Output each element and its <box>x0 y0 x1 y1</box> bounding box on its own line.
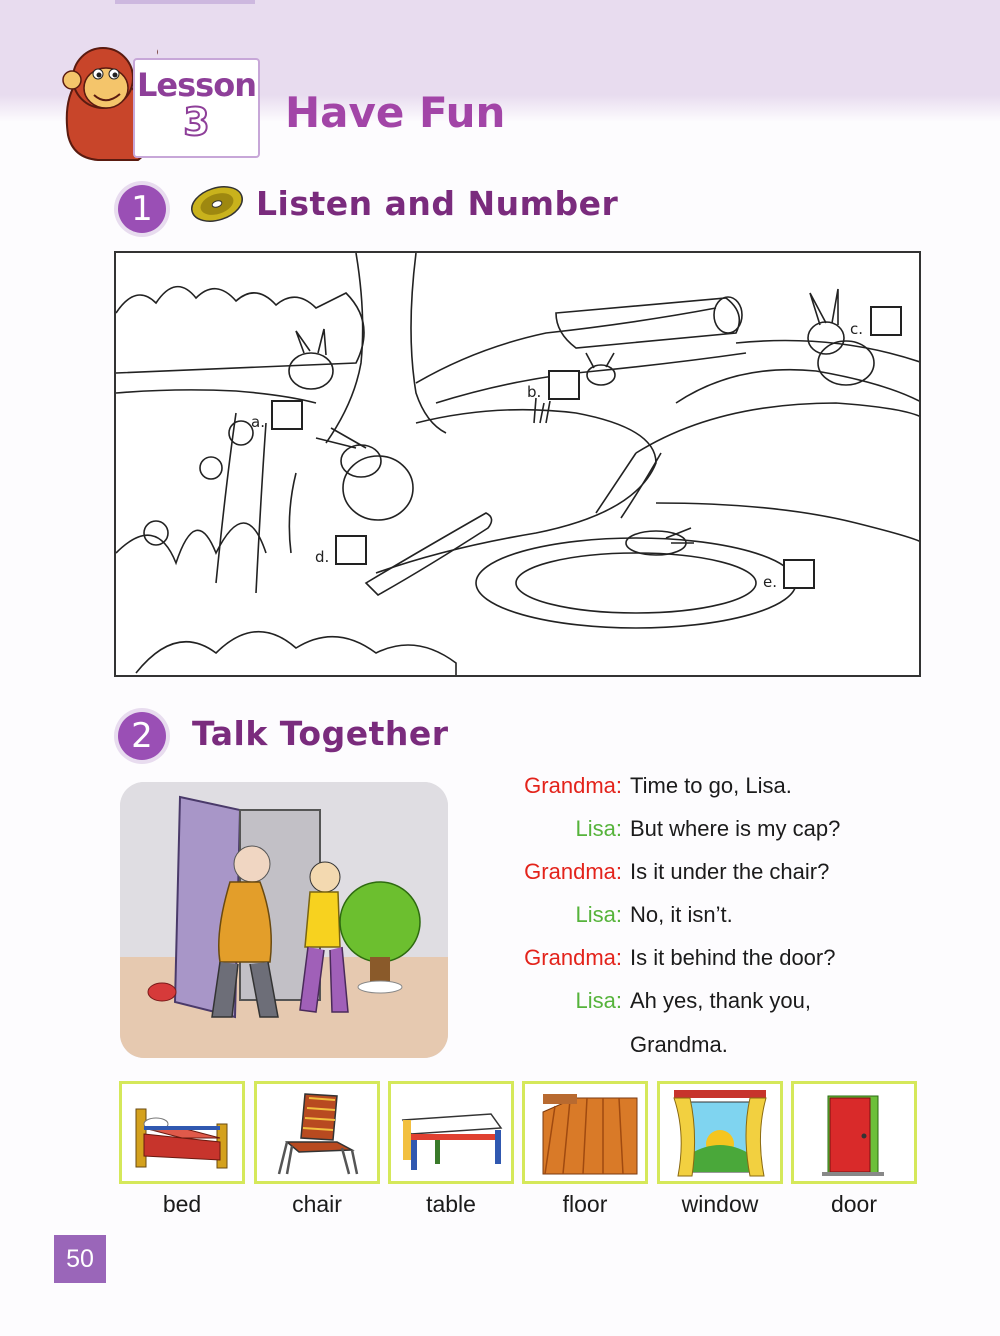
vocab-label-bed: bed <box>162 1191 202 1217</box>
vocab-card-chair <box>254 1081 380 1184</box>
lesson-label: Lesson <box>137 66 256 104</box>
window-icon <box>660 1084 780 1181</box>
answer-label-c: c. <box>850 320 864 338</box>
answer-box-b[interactable] <box>548 370 580 400</box>
grandma-lisa-illustration <box>120 782 448 1058</box>
speaker-label: Lisa: <box>575 988 622 1013</box>
vocab-card-bed <box>119 1081 245 1184</box>
lesson-badge <box>133 58 260 158</box>
answer-box-a[interactable] <box>271 400 303 430</box>
answer-label-a: a. <box>251 413 265 431</box>
lesson-number: 3 <box>183 100 210 144</box>
speaker-label: Grandma: <box>524 859 622 884</box>
grandma-lisa-icon <box>120 782 448 1058</box>
vocab-label-chair: chair <box>292 1191 342 1217</box>
dialog-text: Is it behind the door? <box>630 945 836 970</box>
page-title: Have Fun <box>285 88 506 137</box>
forest-scene-illustration <box>114 251 921 677</box>
dialog-text: No, it isn’t. <box>630 902 733 927</box>
answer-label-d: d. <box>315 548 330 566</box>
vocab-label-floor: floor <box>562 1191 608 1217</box>
dialog-text: Is it under the chair? <box>630 859 830 884</box>
answer-label-b: b. <box>527 383 542 401</box>
vocab-card-table <box>388 1081 514 1184</box>
dialog-text: Time to go, Lisa. <box>630 773 792 798</box>
forest-scene-icon <box>116 253 921 677</box>
speaker-label: Lisa: <box>575 902 622 927</box>
speaker-label: Lisa: <box>575 816 622 841</box>
vocab-label-table: table <box>426 1191 476 1217</box>
cd-icon <box>185 184 245 224</box>
vocab-label-door: door <box>830 1191 878 1217</box>
door-icon <box>794 1084 914 1181</box>
dialog-text: Grandma. <box>630 1032 728 1057</box>
answer-box-e[interactable] <box>783 559 815 589</box>
answer-box-c[interactable] <box>870 306 902 336</box>
section-1-number: 1 <box>118 185 166 233</box>
answer-label-e: e. <box>763 573 777 591</box>
speaker-label: Grandma: <box>524 945 622 970</box>
dialog-text: Ah yes, thank you, <box>630 988 811 1013</box>
section-2-title: Talk Together <box>192 714 449 753</box>
chair-icon <box>257 1084 377 1181</box>
vocab-card-window <box>657 1081 783 1184</box>
section-2-number: 2 <box>118 712 166 760</box>
bed-icon <box>122 1084 242 1181</box>
header-tab-strip <box>115 0 255 4</box>
vocab-card-floor <box>522 1081 648 1184</box>
answer-box-d[interactable] <box>335 535 367 565</box>
dialog-text: But where is my cap? <box>630 816 841 841</box>
section-1-title: Listen and Number <box>256 184 619 223</box>
page-number: 50 <box>54 1235 106 1283</box>
floor-icon <box>525 1084 645 1181</box>
vocab-card-door <box>791 1081 917 1184</box>
table-icon <box>391 1084 511 1181</box>
vocab-label-window: window <box>681 1191 759 1217</box>
speaker-label: Grandma: <box>524 773 622 798</box>
